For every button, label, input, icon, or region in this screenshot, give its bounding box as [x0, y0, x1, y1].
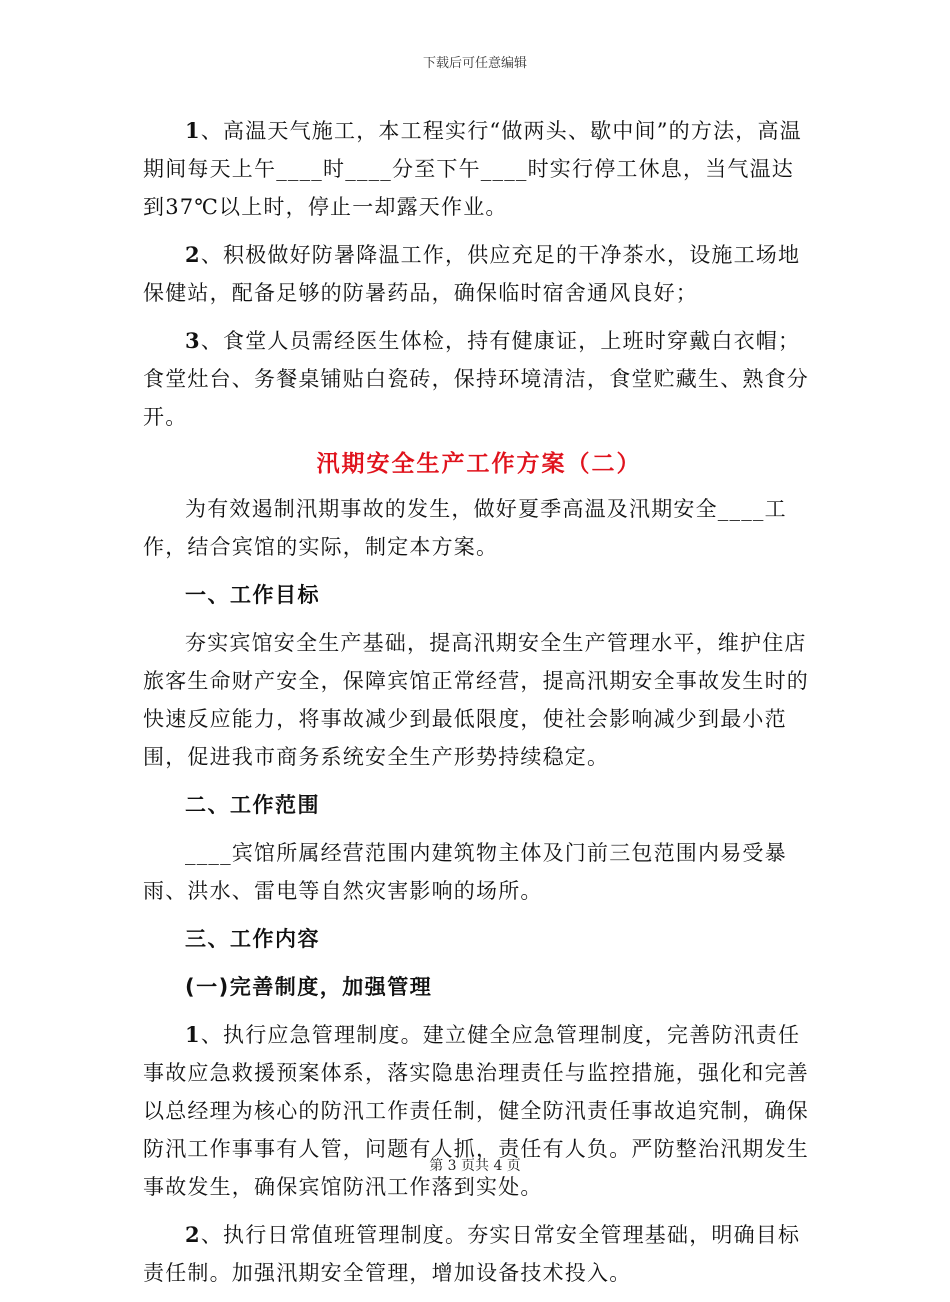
paragraph-heat-3: [143, 322, 815, 436]
document-body: [143, 112, 815, 1302]
paragraph-heat-1: [143, 112, 815, 226]
document-title: 汛期安全生产工作方案（二）: [316, 451, 642, 477]
section-heading-goals: 一、工作目标: [185, 583, 320, 607]
paragraph-text: 、积极做好防暑降温工作，供应充足的干净茶水，设施工场地保健站，配备足够的防暑药品，确保临时宿舍通风良好；: [143, 243, 801, 305]
page-header: 下载后可任意编辑: [422, 56, 527, 71]
item-number: 3: [185, 328, 201, 353]
page-footer: 第 3 页共 4 页: [429, 1158, 521, 1174]
item-number: 1: [185, 1022, 201, 1047]
paragraph-text: 、执行应急管理制度。建立健全应急管理制度，完善防汛责任事故应急救援预案体系，落实隐患治理责任与监控措施，强化和完善以总经理为核心的防汛工作责任制，健全防汛责任事故追究制，确保防汛工作事事有人管，问题有人抓，责任有人负。严防整治汛期发生事故发生，确保宾馆防汛工作落到实处。: [143, 1023, 809, 1199]
paragraph-goals: 夯实宾馆安全生产基础，提高汛期安全生产管理水平，维护住店旅客生命财产安全，保障宾馆正常经营，提高汛期安全事故发生时的快速反应能力，将事故减少到最低限度，使社会影响减少到最小范围，促进我市商务系统安全生产形势持续稳定。: [143, 631, 809, 769]
paragraph-text: 、执行日常值班管理制度。夯实日常安全管理基础，明确目标责任制。加强汛期安全管理，增加设备技术投入。: [143, 1223, 801, 1285]
paragraph-emergency-system: [143, 1016, 815, 1206]
paragraph-heat-2: [143, 236, 815, 312]
section-heading-content: 三、工作内容: [185, 927, 320, 951]
section-heading-scope: 二、工作范围: [185, 793, 320, 817]
item-number: 1: [185, 118, 201, 143]
paragraph-scope: ____宾馆所属经营范围内建筑物主体及门前三包范围内易受暴雨、洪水、雷电等自然灾害影响的场所。: [143, 841, 787, 903]
item-number: 2: [185, 1222, 201, 1247]
paragraph-duty-system: [143, 1216, 815, 1292]
paragraph-text: 、高温天气施工，本工程实行“做两头、歇中间”的方法，高温期间每天上午____时____分至下午____时实行停工休息，当气温达到37℃以上时，停止一却露天作业。: [143, 119, 802, 219]
item-number: 2: [185, 242, 201, 267]
paragraph-text: 、食堂人员需经医生体检，持有健康证，上班时穿戴白衣帽；食堂灶台、务餐桌铺贴白瓷砖，保持环境清洁，食堂贮藏生、熟食分开。: [143, 329, 809, 429]
paragraph-intro: 为有效遏制汛期事故的发生，做好夏季高温及汛期安全____工作，结合宾馆的实际，制定本方案。: [143, 497, 787, 559]
subsection-heading-management: (一)完善制度，加强管理: [185, 975, 433, 999]
